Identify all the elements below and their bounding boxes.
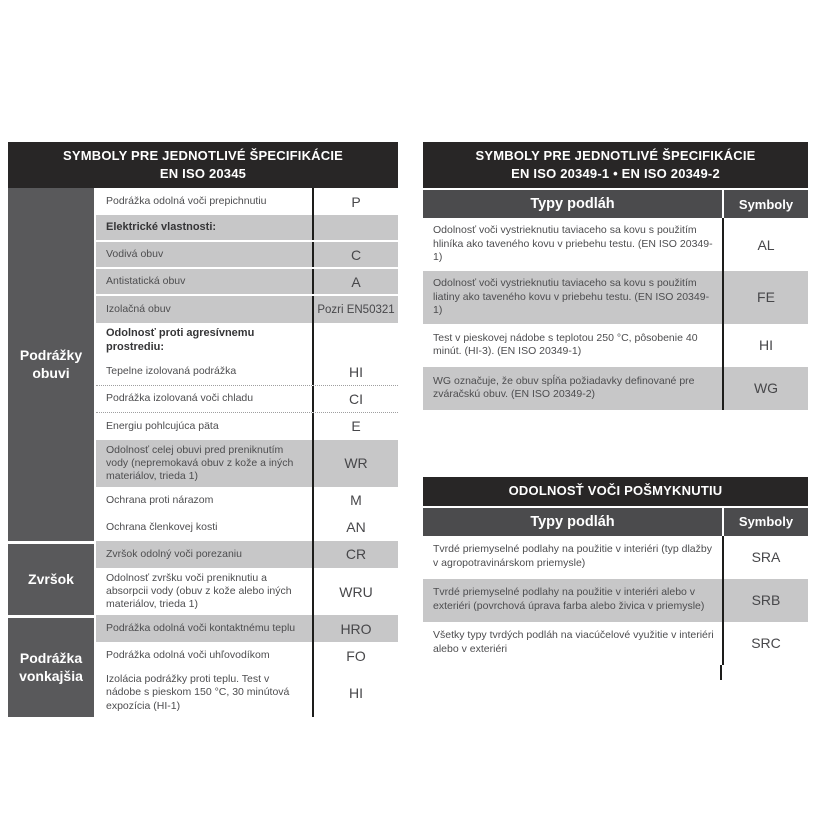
group-section-zvrsok bbox=[8, 541, 398, 615]
table-row bbox=[423, 579, 808, 622]
group-label: Podrážky obuvi bbox=[8, 188, 96, 541]
column-header-types: Typy podláh bbox=[530, 513, 615, 530]
group-section-podrazka-vonkajsia bbox=[8, 615, 398, 716]
row-label: Odolnosť zvršku voči preniknutiu a absorpcii vody (obuv z kože alebo iných materiálov, trieda 1) bbox=[106, 571, 292, 611]
table-row bbox=[96, 242, 398, 269]
row-symbol: HI bbox=[312, 669, 398, 716]
row-label: Izolačná obuv bbox=[106, 303, 171, 316]
row-symbol: AL bbox=[722, 218, 808, 271]
table-row bbox=[96, 669, 398, 716]
row-label: Podrážka odolná voči kontaktnému teplu bbox=[106, 622, 296, 635]
table-row bbox=[96, 296, 398, 323]
row-label: Odolnosť voči vystrieknutiu taviaceho sa kovu s použitím liatiny ako taveného kovu v priebehu testu. (EN ISO 20349-1) bbox=[433, 277, 710, 317]
row-label: Tvrdé priemyselné podlahy na použitie v interiéri (typ dlažby v agropotravinárskom priemysle) bbox=[433, 543, 712, 570]
table-row bbox=[96, 541, 398, 568]
row-symbol: HI bbox=[722, 324, 808, 367]
row-symbol: C bbox=[312, 242, 398, 267]
row-symbol bbox=[312, 323, 398, 359]
row-label: WG označuje, že obuv spĺňa požiadavky definované pre zváračskú obuv. (EN ISO 20349-2) bbox=[433, 374, 695, 401]
row-label: Energiu pohlcujúca päta bbox=[106, 419, 219, 432]
row-label: Test v pieskovej nádobe s teplotou 250 °C, pôsobenie 40 minút. (HI-3). (EN ISO 20349-1) bbox=[433, 331, 698, 358]
table-title-line1: SYMBOLY PRE JEDNOTLIVÉ ŠPECIFIKÁCIE bbox=[475, 148, 756, 163]
table-row bbox=[423, 218, 808, 271]
row-label: Elektrické vlastnosti: bbox=[106, 220, 217, 233]
row-label: Vodivá obuv bbox=[106, 248, 164, 261]
row-label: Izolácia podrážky proti teplu. Test v nádobe s pieskom 150 °C, 30 minútová expozícia (HI-1) bbox=[106, 673, 290, 712]
group-label: Podrážka vonkajšia bbox=[8, 615, 96, 716]
table-en-iso-20345 bbox=[8, 142, 398, 717]
row-label: Podrážka izolovaná voči chladu bbox=[106, 392, 254, 405]
table-row bbox=[423, 271, 808, 324]
table-row bbox=[96, 269, 398, 296]
row-label: Odolnosť voči vystrieknutiu taviaceho sa kovu s použitím hliníka ako taveného kovu v priebehu testu. (EN ISO 20349-1) bbox=[433, 224, 713, 264]
table-row bbox=[96, 323, 398, 359]
row-symbol bbox=[312, 215, 398, 240]
row-label: Podrážka odolná voči uhľovodíkom bbox=[106, 649, 270, 662]
table-title bbox=[423, 142, 808, 188]
table-row bbox=[96, 642, 398, 669]
table-title-line1: ODOLNOSŤ VOČI POŠMYKNUTIU bbox=[508, 483, 723, 498]
row-label: Odolnosť proti agresívnemu prostrediu: bbox=[106, 327, 255, 353]
row-symbol: WR bbox=[312, 440, 398, 487]
group-section-podrazky-obuvi bbox=[8, 188, 398, 541]
row-symbol: SRA bbox=[722, 536, 808, 579]
column-header-symbols: Symboly bbox=[722, 508, 808, 536]
row-label: Odolnosť celej obuvi pred preniknutím vody (nepremokavá obuv z kože a iných materiálov, trieda 1) bbox=[106, 443, 294, 482]
row-symbol: CR bbox=[312, 541, 398, 568]
column-divider-tail bbox=[720, 665, 722, 680]
column-header-types: Typy podláh bbox=[530, 196, 615, 213]
group-label: Zvršok bbox=[8, 541, 96, 615]
column-header-row bbox=[423, 188, 808, 218]
table-en-iso-20349 bbox=[423, 142, 808, 410]
table-row bbox=[96, 568, 398, 615]
table-title-line2: EN ISO 20349-1 • EN ISO 20349-2 bbox=[511, 165, 720, 181]
table-row bbox=[96, 215, 398, 242]
table-row bbox=[96, 514, 398, 541]
row-symbol: P bbox=[312, 188, 398, 215]
row-symbol: FE bbox=[722, 271, 808, 324]
table-title bbox=[8, 142, 398, 188]
row-label: Zvršok odolný voči porezaniu bbox=[106, 547, 242, 560]
table-row bbox=[96, 359, 398, 386]
row-symbol: M bbox=[312, 487, 398, 514]
group-rows bbox=[96, 541, 398, 615]
table-row bbox=[423, 367, 808, 410]
row-symbol: Pozri EN50321 bbox=[312, 296, 398, 323]
row-symbol: HRO bbox=[312, 615, 398, 642]
row-symbol: CI bbox=[312, 386, 398, 412]
table-row bbox=[96, 386, 398, 413]
table-title-line2: EN ISO 20345 bbox=[159, 165, 247, 181]
table-row bbox=[96, 487, 398, 514]
group-rows bbox=[96, 188, 398, 541]
row-symbol: WRU bbox=[312, 568, 398, 615]
row-symbol: E bbox=[312, 413, 398, 440]
row-symbol: AN bbox=[312, 514, 398, 541]
row-label: Ochrana členkovej kosti bbox=[106, 520, 218, 533]
table-row bbox=[96, 440, 398, 487]
row-label: Ochrana proti nárazom bbox=[106, 493, 214, 506]
row-symbol: FO bbox=[312, 642, 398, 669]
row-label: Všetky typy tvrdých podláh na viacúčelové využitie v interiéri alebo v exteriéri bbox=[433, 629, 714, 656]
table-row bbox=[96, 615, 398, 642]
row-label: Tepelne izolovaná podrážka bbox=[106, 365, 237, 378]
table-row bbox=[96, 188, 398, 215]
row-label: Podrážka odolná voči prepichnutiu bbox=[106, 195, 267, 208]
table-title bbox=[423, 477, 808, 506]
table-row bbox=[423, 536, 808, 579]
table-title-line1: SYMBOLY PRE JEDNOTLIVÉ ŠPECIFIKÁCIE bbox=[62, 148, 344, 163]
row-label: Antistatická obuv bbox=[106, 275, 186, 288]
row-symbol: SRB bbox=[722, 579, 808, 622]
table-row bbox=[423, 622, 808, 665]
row-symbol: HI bbox=[312, 359, 398, 385]
group-rows bbox=[96, 615, 398, 716]
row-symbol: WG bbox=[722, 367, 808, 410]
row-symbol: SRC bbox=[722, 622, 808, 665]
table-row bbox=[423, 324, 808, 367]
column-header-row bbox=[423, 506, 808, 536]
table-odolnost-voci-posmyknutiu bbox=[423, 477, 808, 665]
column-header-symbols: Symboly bbox=[722, 190, 808, 218]
table-row bbox=[96, 413, 398, 440]
row-label: Tvrdé priemyselné podlahy na použitie v interiéri alebo v exteriéri (povrchová úprava farba alebo živica v priemysle) bbox=[433, 586, 705, 613]
row-symbol: A bbox=[312, 269, 398, 294]
